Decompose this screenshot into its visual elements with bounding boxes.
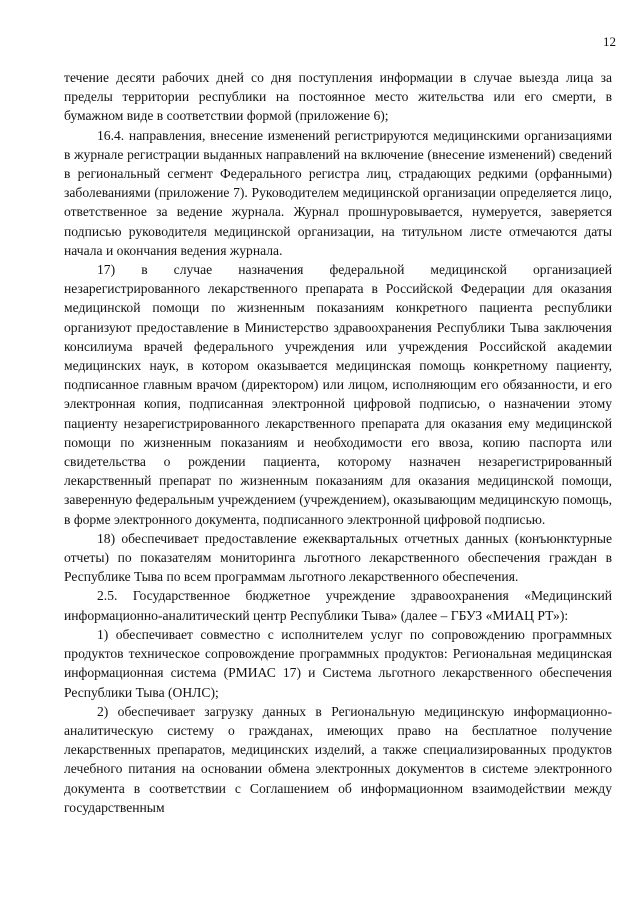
paragraph-item-2: 2) обеспечивает загрузку данных в Региональную медицинскую информационно-аналитическую систему о гражданах, имеющих право на бесплатное получение лекарственных препаратов, медицинских изделий, а также специализированных продуктов лечебного питания на основании обмена электронных документов в системе электронного документа в соответствии с Соглашением об информационном взаимодействии между государственным bbox=[64, 703, 612, 815]
paragraph-continuation: течение десяти рабочих дней со дня поступления информации в случае выезда лица за пределы территории республики на постоянное место жительства или его смерти, в бумажном виде в соответствии формой (приложение 6); bbox=[64, 70, 612, 124]
paragraph-item-1: 1) обеспечивает совместно с исполнителем услуг по сопровождению программных продуктов техническое сопровождение программных продуктов: Региональная медицинская информационная система (РМИАС 17) и Система льготного лекарственного обеспечения Республики Тыва (ОНЛС); bbox=[64, 626, 612, 700]
paragraph-16-4: 16.4. направления, внесение изменений регистрируются медицинскими организациями в журнале регистрации выданных направлений на включение (внесение изменений) сведений в региональный сегмент Федерального регистра лиц, страдающих редкими (орфанными) заболеваниями (приложение 7). Руководителем медицинской организации определяется лицо, ответственное за ведение журнала. Журнал прошнуровывается, нумеруется, заверяется подписью руководителя медицинской организации, на титульном листе отмечаются даты начала и окончания ведения журнала. bbox=[64, 127, 612, 258]
document-body bbox=[64, 68, 612, 817]
page-number: 12 bbox=[603, 34, 616, 49]
paragraph-2-5: 2.5. Государственное бюджетное учреждение здравоохранения «Медицинский информационно-аналитический центр Республики Тыва» (далее – ГБУЗ «МИАЦ РТ»): bbox=[64, 588, 612, 623]
paragraph-17: 17) в случае назначения федеральной медицинской организацией незарегистрированного лекарственного препарата в Российской Федерации для оказания медицинской помощи по жизненным показаниям конкретного пациента республики организуют предоставление в Министерство здравоохранения Республики Тыва заключения консилиума врачей федерального учреждения или учреждения Российской академии медицинских наук, в котором оказывается медицинская помощь конкретному пациенту, подписанное главным врачом (директором) или лицом, исполняющим его обязанности, и его электронная копия, подписанная электронной цифровой подписью, о назначении этому пациенту незарегистрированного лекарственного препарата для оказания ему медицинской помощи по жизненным показаниям и необходимости его ввоза, копию паспорта или свидетельства о рождении пациента, которому назначен незарегистрированный лекарственный препарат по жизненным показаниям для оказания медицинской помощи, заверенную федеральным учреждением (учреждением), оказывающим медицинскую помощь, в форме электронного документа, подписанного электронной цифровой подписью. bbox=[64, 262, 612, 527]
paragraph-18: 18) обеспечивает предоставление ежеквартальных отчетных данных (конъюнктурные отчеты) по показателям мониторинга льготного лекарственного обеспечения граждан в Республике Тыва по всем программам льготного лекарственного обеспечения. bbox=[64, 530, 612, 585]
